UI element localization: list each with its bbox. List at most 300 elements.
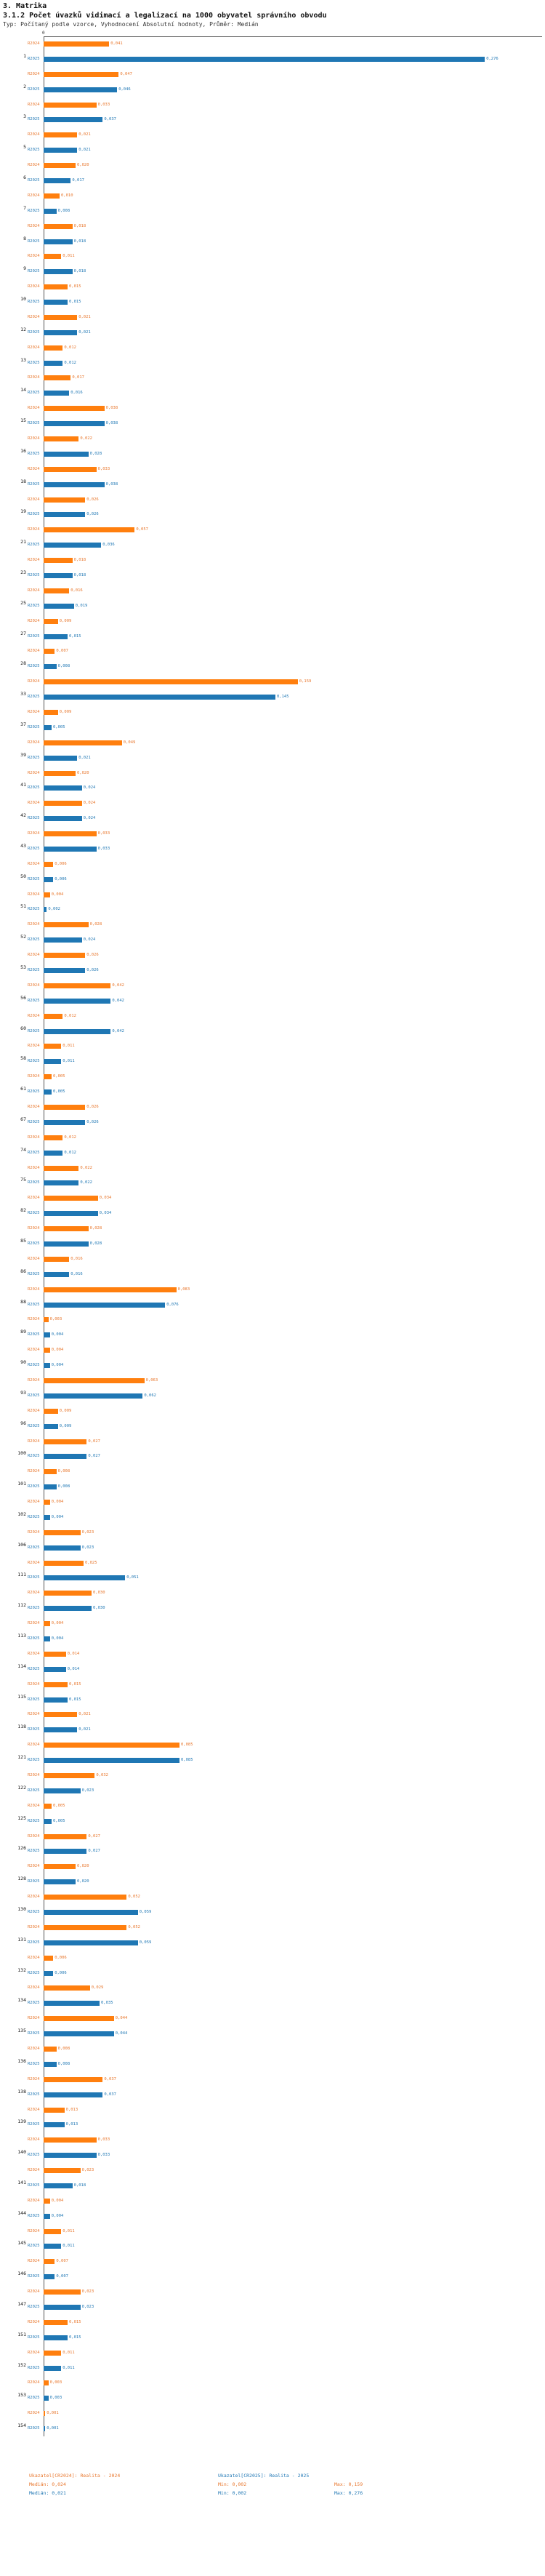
bar[interactable]	[44, 2305, 81, 2310]
series-year-label: R2024	[28, 2228, 40, 2233]
bar-value-label: 0,004	[51, 1636, 64, 1641]
bar-group	[0, 1499, 545, 1529]
bar[interactable]	[44, 239, 73, 244]
series-year-label: R2024	[28, 2046, 40, 2051]
bar[interactable]	[44, 922, 89, 927]
bar[interactable]	[44, 391, 69, 396]
bar-group	[0, 1894, 545, 1924]
bar[interactable]	[44, 178, 70, 183]
bar[interactable]	[44, 1530, 81, 1535]
bar[interactable]	[44, 117, 102, 122]
bar[interactable]	[44, 497, 85, 503]
bar[interactable]	[44, 436, 78, 441]
category-label: 125	[17, 1815, 26, 1821]
bar[interactable]	[44, 2214, 50, 2219]
bar-row	[28, 162, 545, 169]
category-label: 37	[20, 721, 26, 727]
bar[interactable]	[44, 1332, 50, 1337]
bar-row	[28, 861, 545, 868]
bar[interactable]	[44, 1409, 58, 1414]
bar[interactable]	[44, 1469, 57, 1474]
bar[interactable]	[44, 1059, 61, 1064]
bar[interactable]	[44, 831, 97, 836]
series-year-label: R2024	[28, 527, 40, 532]
bar[interactable]	[44, 1424, 58, 1429]
bar-group	[0, 1529, 545, 1560]
bar[interactable]	[44, 1317, 49, 1322]
bar-value-label: 0,004	[51, 1332, 64, 1337]
bar[interactable]	[44, 2077, 102, 2082]
series-year-label: R2025	[28, 1393, 40, 1398]
bar[interactable]	[44, 2137, 97, 2143]
bar-row	[28, 132, 545, 138]
series-year-label: R2024	[28, 102, 40, 107]
bar[interactable]	[44, 756, 77, 761]
bar[interactable]	[44, 1196, 98, 1201]
bar[interactable]	[44, 907, 47, 912]
bar[interactable]	[44, 2411, 45, 2416]
bar[interactable]	[44, 1682, 68, 1687]
category-label: 139	[17, 2119, 26, 2125]
bar[interactable]	[44, 482, 105, 487]
bar[interactable]	[44, 1652, 66, 1657]
series-year-label: R2024	[28, 1591, 40, 1596]
bar[interactable]	[44, 2259, 54, 2264]
bar[interactable]	[44, 193, 60, 199]
bar[interactable]	[44, 375, 70, 380]
bar[interactable]	[44, 634, 68, 639]
legend-item: Ukazatel[CR2025]: Realita - 2025	[218, 2473, 310, 2479]
bar[interactable]	[44, 1272, 69, 1277]
bar-group	[0, 618, 545, 649]
bar[interactable]	[44, 132, 77, 137]
bar-row	[28, 1043, 545, 1049]
bar-row	[28, 876, 545, 883]
bar-value-label: 0,012	[64, 345, 76, 350]
series-year-label: R2025	[28, 1089, 40, 1095]
bar[interactable]	[44, 224, 73, 229]
bar-group	[0, 102, 545, 132]
bar[interactable]	[44, 330, 77, 335]
bar[interactable]	[44, 1712, 77, 1717]
bar[interactable]	[44, 1940, 138, 1945]
bar[interactable]	[44, 452, 89, 457]
bar-group	[0, 497, 545, 527]
bar[interactable]	[44, 1348, 50, 1353]
bar-value-label: 0,015	[69, 284, 81, 289]
series-year-label: R2024	[28, 2319, 40, 2324]
bar-value-label: 0,005	[53, 1803, 65, 1808]
bar[interactable]	[44, 1500, 50, 1505]
bar[interactable]	[44, 937, 82, 943]
bar[interactable]	[44, 695, 275, 700]
series-year-label: R2025	[28, 1332, 40, 1337]
bar[interactable]	[44, 1029, 110, 1034]
category-label: 16	[20, 447, 26, 454]
bar[interactable]	[44, 983, 110, 988]
bar[interactable]	[44, 2199, 50, 2204]
bar[interactable]	[44, 2122, 65, 2127]
bar-row	[28, 1362, 545, 1369]
bar[interactable]	[44, 1743, 179, 1748]
bar[interactable]	[44, 1849, 86, 1854]
bar-value-label: 0,006	[54, 861, 67, 866]
bar-row	[28, 1256, 545, 1263]
bar[interactable]	[44, 527, 134, 532]
bar[interactable]	[44, 1591, 92, 1596]
series-year-label: R2025	[28, 2183, 40, 2188]
category-label: 23	[20, 569, 26, 575]
bar[interactable]	[44, 1636, 50, 1641]
bar[interactable]	[44, 87, 117, 92]
bar-value-label: 0,015	[69, 2319, 81, 2324]
series-year-label: R2024	[28, 861, 40, 866]
bar[interactable]	[44, 1515, 50, 1520]
bar[interactable]	[44, 573, 73, 578]
bar[interactable]	[44, 2062, 57, 2067]
bar-row	[28, 648, 545, 655]
bar[interactable]	[44, 862, 53, 867]
bar[interactable]	[44, 1287, 177, 1292]
bar-value-label: 0,028	[89, 1226, 102, 1231]
bar[interactable]	[44, 1363, 50, 1368]
bar-row	[28, 679, 545, 685]
bar[interactable]	[44, 1925, 126, 1930]
bar[interactable]	[44, 2001, 100, 2006]
bar[interactable]	[44, 968, 85, 973]
bar[interactable]	[44, 1241, 89, 1247]
category-label: 52	[20, 934, 26, 940]
bar[interactable]	[44, 284, 68, 289]
bar[interactable]	[44, 163, 76, 168]
bar[interactable]	[44, 1180, 78, 1185]
bar[interactable]	[44, 1727, 77, 1732]
bar[interactable]	[44, 679, 298, 684]
bar[interactable]	[44, 2366, 61, 2371]
series-year-label: R2024	[28, 1833, 40, 1839]
bar[interactable]	[44, 740, 122, 745]
bar-row	[28, 1028, 545, 1035]
bar-value-label: 0,020	[77, 163, 89, 168]
bar-row	[28, 2213, 545, 2220]
bar-row	[28, 1439, 545, 1445]
series-year-label: R2025	[28, 1849, 40, 1854]
bar[interactable]	[44, 801, 82, 806]
series-year-label: R2024	[28, 132, 40, 137]
bar[interactable]	[44, 1819, 52, 1824]
bar[interactable]	[44, 1606, 92, 1611]
bar[interactable]	[44, 892, 50, 897]
category-label: 14	[20, 387, 26, 393]
series-year-label: R2024	[28, 1924, 40, 1929]
bar[interactable]	[44, 2396, 49, 2401]
bar-value-label: 0,022	[80, 1180, 92, 1185]
series-year-label: R2025	[28, 2396, 40, 2401]
bar-row	[28, 2258, 545, 2265]
category-label: 82	[20, 1207, 26, 1214]
bar[interactable]	[44, 2183, 73, 2188]
series-year-label: R2024	[28, 497, 40, 502]
bar-value-label: 0,033	[97, 846, 110, 851]
bar[interactable]	[44, 1105, 85, 1110]
bar[interactable]	[44, 1226, 89, 1231]
series-year-label: R2024	[28, 1256, 40, 1261]
series-year-label: R2025	[28, 1940, 40, 1945]
bar[interactable]	[44, 2031, 114, 2036]
bar-value-label: 0,003	[49, 2380, 62, 2385]
bar[interactable]	[44, 877, 53, 882]
bar-group	[0, 1225, 545, 1256]
bar[interactable]	[44, 1257, 69, 1262]
series-year-label: R2025	[28, 2153, 40, 2158]
bar[interactable]	[44, 209, 57, 214]
bar-value-label: 0,085	[181, 1743, 193, 1748]
bar[interactable]	[44, 558, 73, 563]
bar[interactable]	[44, 1393, 142, 1399]
bar[interactable]	[44, 2168, 81, 2173]
bar[interactable]	[44, 953, 85, 958]
bar-group	[0, 375, 545, 405]
bar-row	[28, 1499, 545, 1505]
bar[interactable]	[44, 1074, 52, 1079]
category-label: 128	[17, 1876, 26, 1882]
bar[interactable]	[44, 1804, 52, 1809]
bar-value-label: 0,015	[69, 300, 81, 305]
bar[interactable]	[44, 649, 54, 654]
bar[interactable]	[44, 1484, 57, 1489]
series-year-label: R2024	[28, 466, 40, 471]
bar[interactable]	[44, 1454, 86, 1459]
series-year-label: R2024	[28, 983, 40, 988]
bar[interactable]	[44, 1985, 90, 1991]
bar[interactable]	[44, 1303, 165, 1308]
bar[interactable]	[44, 345, 62, 351]
bar[interactable]	[44, 406, 105, 411]
bar[interactable]	[44, 148, 77, 153]
bar[interactable]	[44, 1575, 125, 1580]
bar-row	[28, 1651, 545, 1657]
series-year-label: R2025	[28, 876, 40, 881]
bar[interactable]	[44, 315, 77, 320]
bar[interactable]	[44, 2380, 49, 2385]
category-label: 118	[17, 1724, 26, 1730]
bar[interactable]	[44, 1758, 179, 1763]
bar-value-label: 0,027	[88, 1849, 100, 1854]
bar-row	[28, 709, 545, 716]
bar-row	[28, 2289, 545, 2295]
bar-value-label: 0,033	[97, 2137, 110, 2143]
bar[interactable]	[44, 1211, 98, 1216]
series-year-label: R2025	[28, 451, 40, 456]
series-year-label: R2024	[28, 2076, 40, 2081]
bar-row	[28, 208, 545, 215]
bar[interactable]	[44, 1120, 85, 1125]
bar[interactable]	[44, 543, 101, 548]
bar[interactable]	[44, 1910, 138, 1915]
bar[interactable]	[44, 361, 62, 366]
series-year-label: R2025	[28, 329, 40, 335]
bar-value-label: 0,023	[81, 1788, 94, 1793]
bar[interactable]	[44, 771, 76, 776]
series-year-label: R2025	[28, 1454, 40, 1459]
bar-row	[28, 983, 545, 989]
series-year-label: R2024	[28, 1408, 40, 1413]
bar[interactable]	[44, 1044, 61, 1049]
bar[interactable]	[44, 1788, 81, 1793]
bar[interactable]	[44, 2289, 81, 2295]
bar-group	[0, 436, 545, 466]
bar[interactable]	[44, 2274, 54, 2279]
bar[interactable]	[44, 604, 74, 609]
bar-row	[28, 740, 545, 746]
bar-value-label: 0,035	[101, 2001, 113, 2006]
bar-group	[0, 2107, 545, 2137]
bar[interactable]	[44, 103, 97, 108]
category-label: 8	[23, 235, 26, 241]
bar[interactable]	[44, 1166, 78, 1171]
bar[interactable]	[44, 1864, 76, 1869]
bar[interactable]	[44, 1773, 94, 1778]
bar-value-label: 0,015	[69, 1697, 81, 1702]
series-year-label: R2024	[28, 770, 40, 775]
bar-group	[0, 405, 545, 436]
bar[interactable]	[44, 2244, 61, 2249]
bar[interactable]	[44, 1667, 66, 1672]
category-label: 151	[17, 2331, 26, 2337]
bar[interactable]	[44, 710, 58, 715]
bar[interactable]	[44, 725, 52, 730]
bar-row	[28, 1135, 545, 1141]
bar[interactable]	[44, 2092, 102, 2097]
bar[interactable]	[44, 1089, 52, 1095]
bar[interactable]	[44, 2351, 61, 2356]
bar-group	[0, 2198, 545, 2228]
bar[interactable]	[44, 512, 85, 517]
bar[interactable]	[44, 1545, 81, 1551]
bar-value-label: 0,049	[123, 740, 136, 745]
bar-value-label: 0,012	[64, 1135, 76, 1140]
bar-row	[28, 177, 545, 184]
bar-row	[28, 1666, 545, 1673]
bar-row	[28, 998, 545, 1004]
bar-row	[28, 1803, 545, 1809]
bar[interactable]	[44, 664, 57, 669]
category-label: 100	[17, 1450, 26, 1457]
bar-value-label: 0,034	[99, 1211, 112, 1216]
category-label: 2	[23, 83, 26, 89]
bar-row	[28, 1620, 545, 1627]
category-label: 61	[20, 1086, 26, 1092]
category-label: 15	[20, 417, 26, 424]
bar-value-label: 0,018	[73, 269, 86, 274]
bar[interactable]	[44, 1151, 62, 1156]
bar[interactable]	[44, 254, 61, 259]
bar-value-label: 0,017	[72, 177, 84, 183]
category-label: 3	[23, 113, 26, 120]
series-year-label: R2024	[28, 284, 40, 289]
series-year-label: R2024	[28, 1013, 40, 1018]
bar-row	[28, 906, 545, 913]
bar[interactable]	[44, 1834, 86, 1839]
category-label: 27	[20, 630, 26, 636]
bar[interactable]	[44, 2108, 65, 2113]
bar[interactable]	[44, 1439, 86, 1444]
series-year-label: R2024	[28, 193, 40, 198]
series-year-label: R2025	[28, 2274, 40, 2279]
bar[interactable]	[44, 2426, 45, 2431]
bar[interactable]	[44, 1956, 53, 1961]
bar[interactable]	[44, 2320, 68, 2325]
bar-row	[28, 1195, 545, 1201]
bar[interactable]	[44, 467, 97, 472]
bar[interactable]	[44, 1621, 50, 1626]
bar-value-label: 0,033	[97, 2153, 110, 2158]
bar[interactable]	[44, 57, 485, 62]
bar[interactable]	[44, 269, 73, 274]
bar[interactable]	[44, 2153, 97, 2158]
bar-value-label: 0,025	[85, 1560, 97, 1565]
category-label: 56	[20, 994, 26, 1001]
bar[interactable]	[44, 785, 82, 791]
bar-value-label: 0,023	[81, 2305, 94, 2309]
bar-group	[0, 588, 545, 618]
bar[interactable]	[44, 999, 110, 1004]
series-year-label: R2024	[28, 223, 40, 228]
bar-value-label: 0,012	[64, 1150, 76, 1155]
bar[interactable]	[44, 588, 69, 593]
bar[interactable]	[44, 421, 105, 426]
bar-group	[0, 800, 545, 831]
bar[interactable]	[44, 1561, 84, 1566]
series-year-label: R2025	[28, 998, 40, 1003]
bar-value-label: 0,028	[89, 451, 102, 456]
category-label: 58	[20, 1055, 26, 1062]
legend-item: Max: 0,159	[334, 2481, 363, 2487]
bar-value-label: 0,007	[56, 2259, 68, 2264]
bar[interactable]	[44, 300, 68, 305]
series-year-label: R2024	[28, 1712, 40, 1717]
series-year-label: R2025	[28, 1211, 40, 1216]
bar[interactable]	[44, 1378, 145, 1383]
bar-row	[28, 1560, 545, 1567]
bar-row	[28, 892, 545, 898]
bar-row	[28, 102, 545, 108]
bar-row	[28, 2152, 545, 2159]
bar-value-label: 0,008	[57, 664, 70, 669]
bar[interactable]	[44, 619, 58, 624]
bar[interactable]	[44, 1971, 53, 1976]
bar[interactable]	[44, 1697, 68, 1703]
bar-row	[28, 2228, 545, 2235]
bar[interactable]	[44, 816, 82, 821]
category-label: 113	[17, 1633, 26, 1639]
series-year-label: R2025	[28, 1666, 40, 1671]
bar[interactable]	[44, 2016, 114, 2021]
bar[interactable]	[44, 1014, 62, 1019]
bar[interactable]	[44, 847, 97, 852]
bar-group	[0, 1408, 545, 1439]
bar[interactable]	[44, 2047, 57, 2052]
bar[interactable]	[44, 1879, 76, 1884]
bar-group	[0, 1347, 545, 1377]
bar[interactable]	[44, 41, 109, 47]
bar[interactable]	[44, 1135, 62, 1140]
bar[interactable]	[44, 2229, 61, 2234]
category-label: 41	[20, 782, 26, 788]
bar[interactable]	[44, 1895, 126, 1900]
bar[interactable]	[44, 2335, 68, 2340]
bar[interactable]	[44, 72, 118, 77]
